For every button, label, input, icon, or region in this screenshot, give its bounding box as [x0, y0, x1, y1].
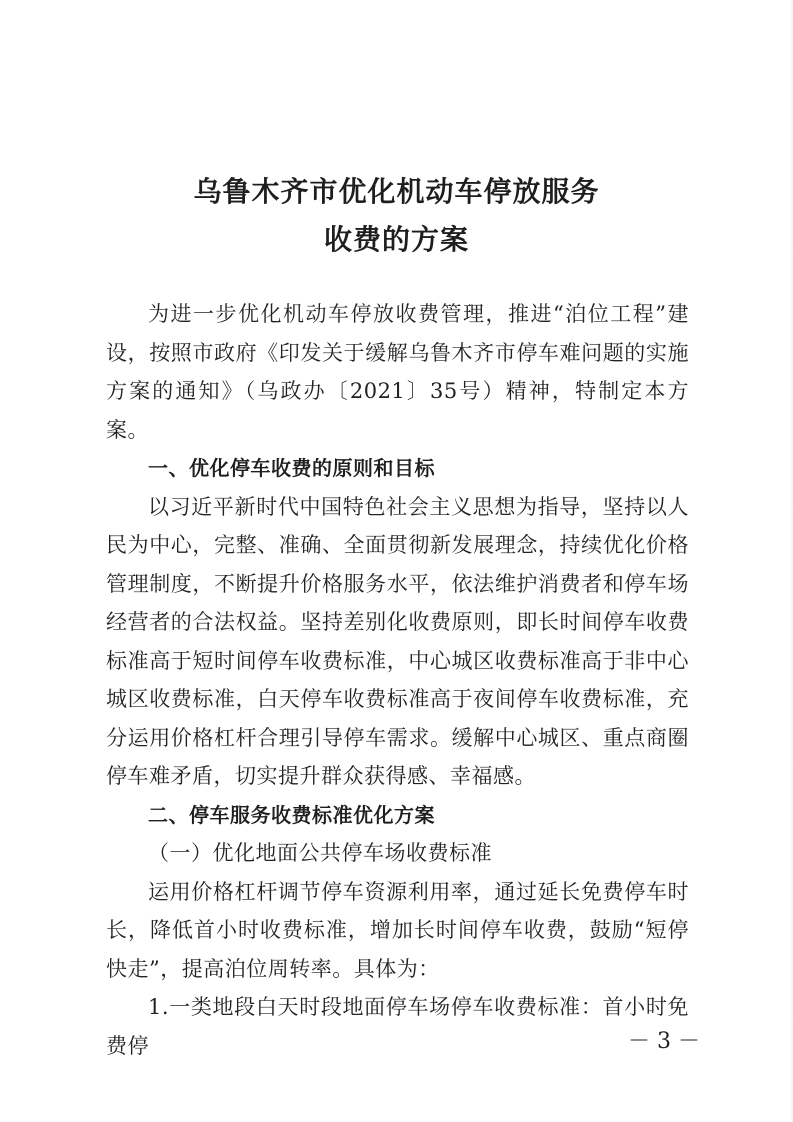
section-1-paragraph: 以习近平新时代中国特色社会主义思想为指导，坚持以人民为中心，完整、准确、全面贯彻新发展理念，持续优化价格管理制度，不断提升价格服务水平，依法维护消费者和停车场经营者的合法权益。坚持差别化收费原则，即长时间停车收费标准高于短时间停车收费标准，中心城区收费标准高于非中心城区收费标准，白天停车收费标准高于夜间停车收费标准，充分运用价格杠杆合理引导停车需求。缓解中心城区、重点商圈停车难矛盾，切实提升群众获得感、幸福感。: [106, 494, 689, 788]
subsection-1-heading: （一）优化地面公共停车场收费标准: [148, 841, 492, 865]
document-title-line-1: 乌鲁木齐市优化机动车停放服务: [193, 175, 600, 208]
section-2-heading: 二、停车服务收费标准优化方案: [148, 802, 435, 827]
page-number: － 3 －: [628, 1029, 700, 1054]
section-1-heading: 一、优化停车收费的原则和目标: [148, 456, 435, 480]
intro-paragraph: 为进一步优化机动车停放收费管理，推进“泊位工程”建设，按照市政府《印发关于缓解乌鲁木齐市停车难问题的实施方案的通知》（乌政办〔2021〕35号）精神，特制定本方案。: [106, 302, 689, 442]
document-body: [106, 295, 689, 1065]
subsection-1-paragraph: 运用价格杠杆调节停车资源利用率，通过延长免费停车时长，降低首小时收费标准，增加长时间停车收费，鼓励“短停快走”，提高泊位周转率。具体为：: [106, 879, 689, 981]
document-title-line-2: 收费的方案: [323, 223, 469, 256]
list-item-1: 1.一类地段白天时段地面停车场停车收费标准：首小时免费停: [106, 995, 689, 1058]
